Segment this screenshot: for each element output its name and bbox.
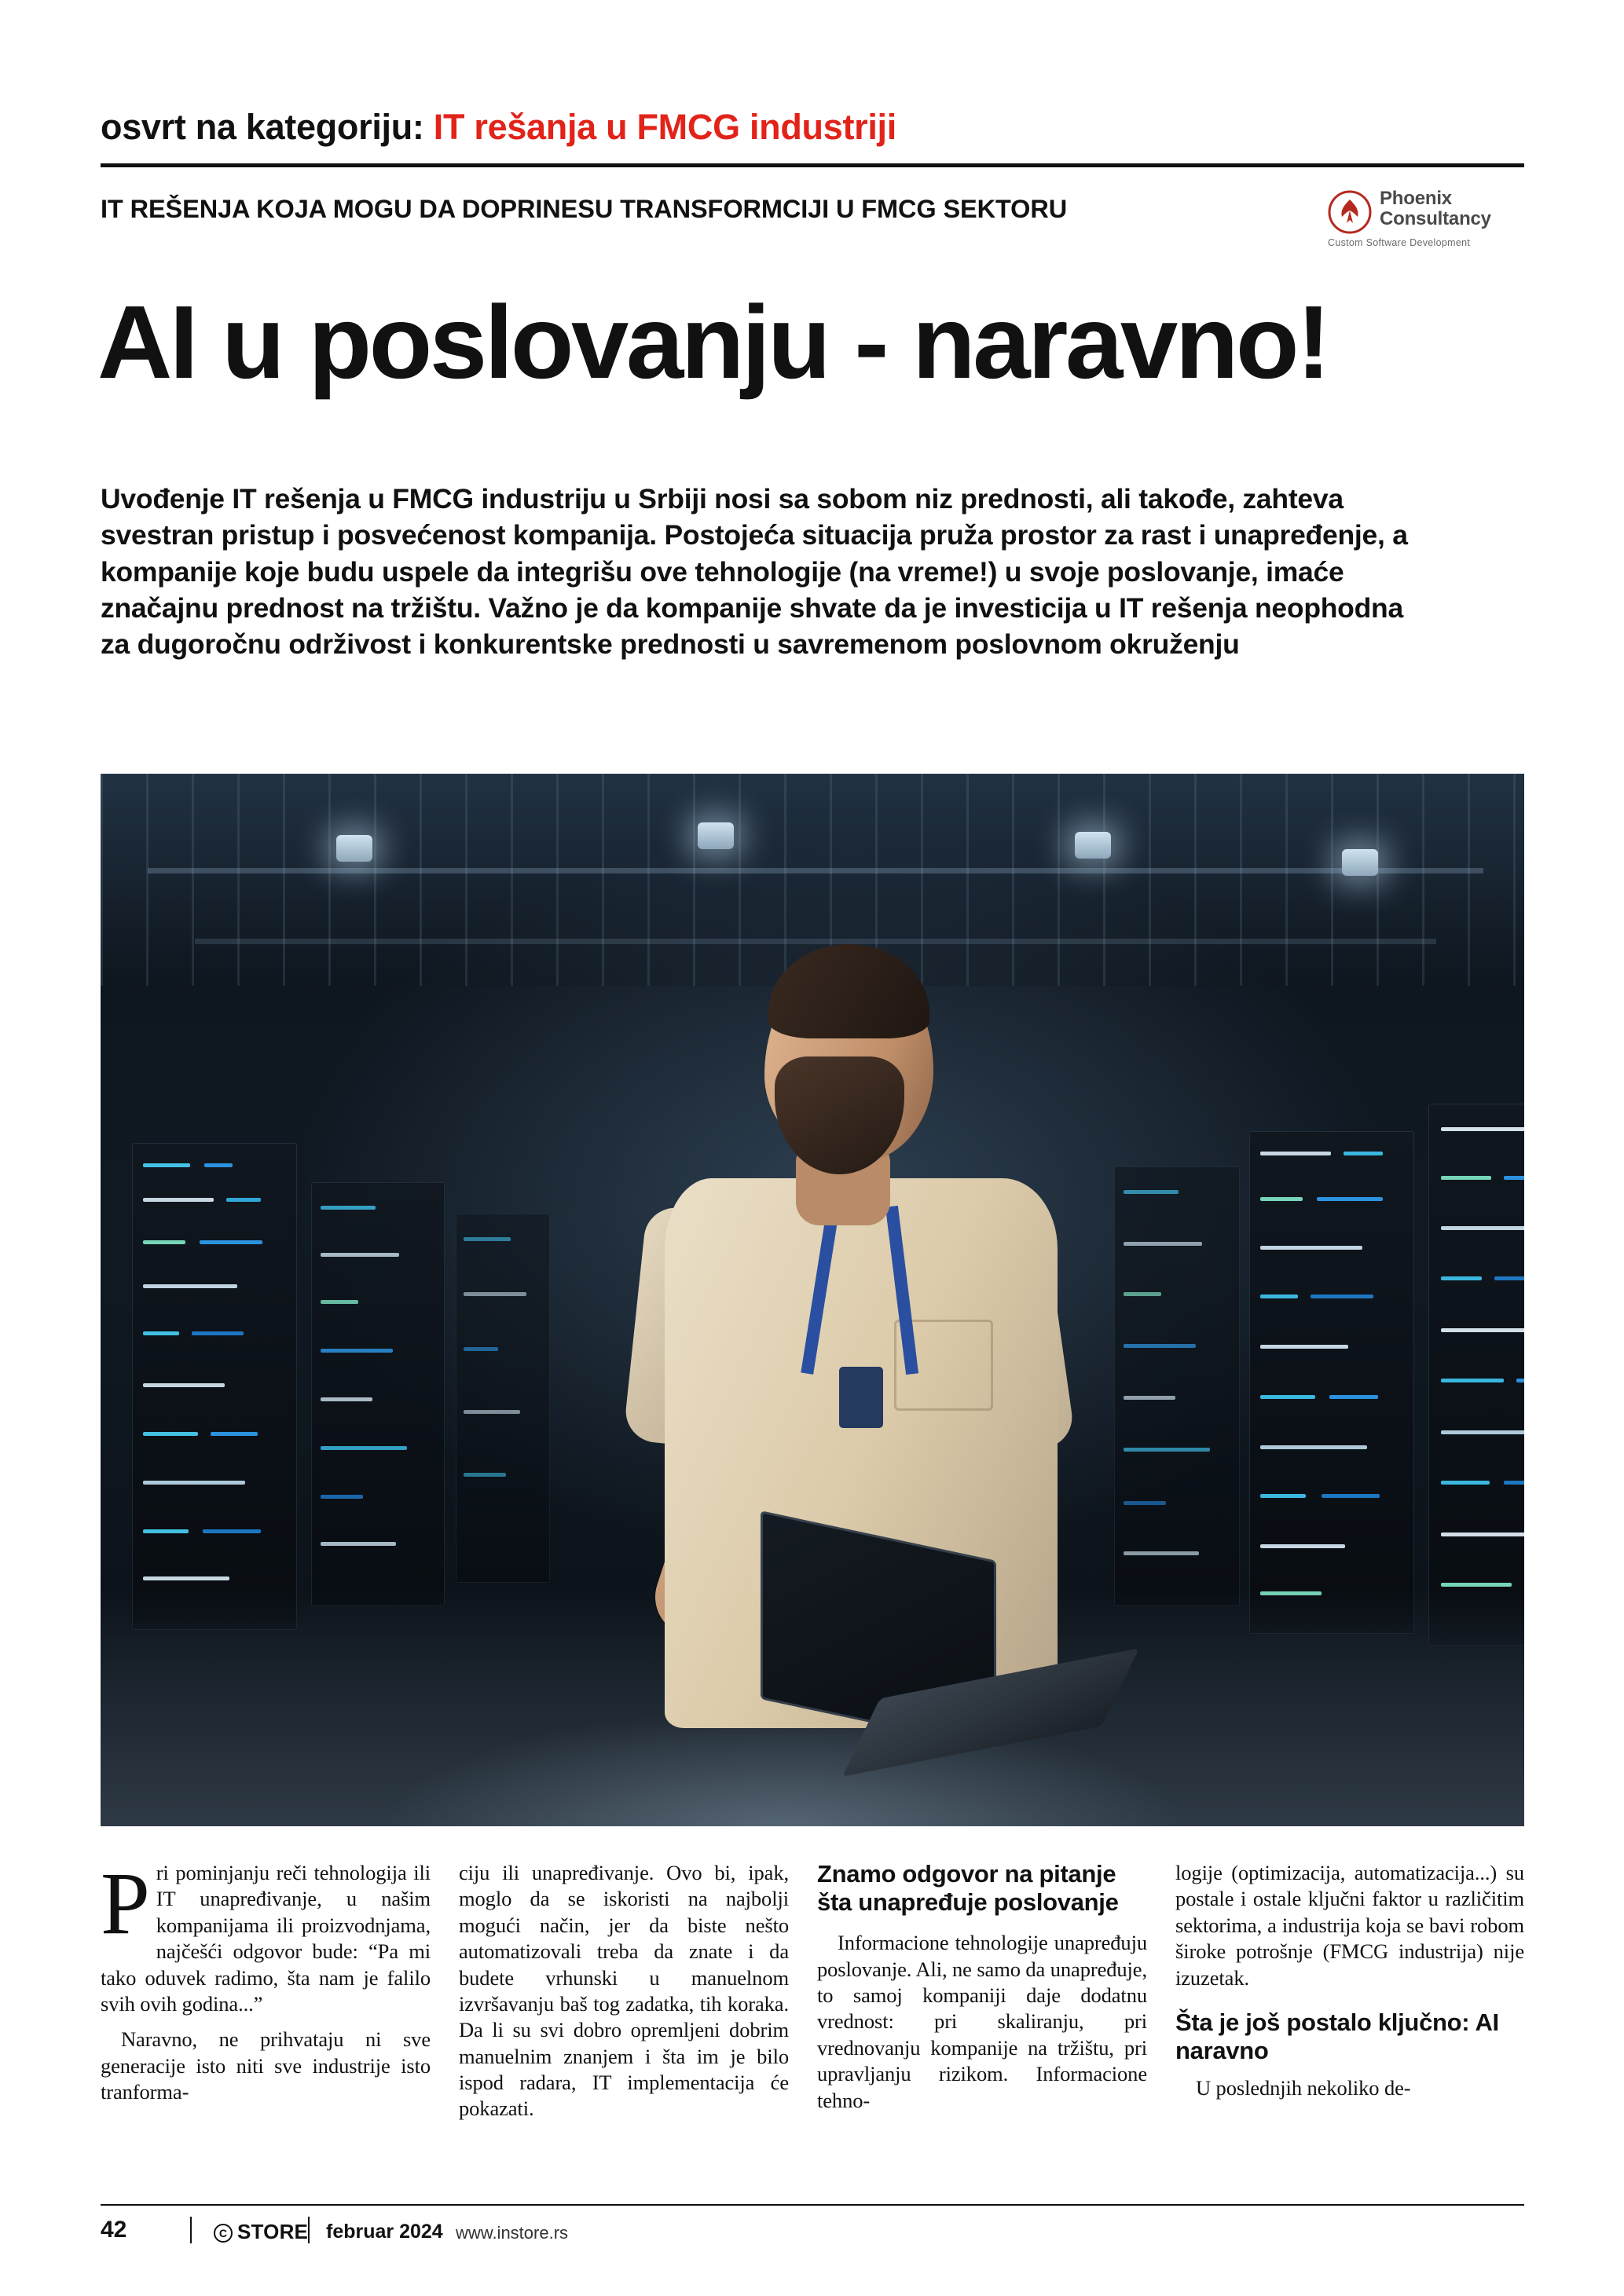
photo-server-rack (311, 1182, 445, 1606)
header-divider (101, 163, 1524, 167)
footer-url: www.instore.rs (456, 2223, 569, 2243)
page-title: AI u poslovanju - naravno! (97, 284, 1329, 400)
article-body (101, 1855, 1524, 2182)
photo-person-hair (768, 944, 929, 1038)
sponsor-logo (1328, 187, 1524, 258)
photo-lamp (1342, 849, 1378, 876)
phoenix-bird-icon (1328, 190, 1372, 234)
photo-person-badge (839, 1367, 883, 1428)
section-heading: Znamo odgovor na pitanje šta unapređuje poslovanje (817, 1860, 1119, 1916)
photo-server-rack (1249, 1131, 1414, 1634)
footer-date: februar 2024 (326, 2221, 443, 2243)
page-number: 42 (101, 2217, 127, 2243)
section-heading: Šta je još postalo ključno: AI naravno (1175, 2008, 1499, 2064)
logo-name-line2: Consultancy (1380, 207, 1491, 229)
body-paragraph: Informacione tehnologije unapređuju poslovanje. Ali, ne samo da unapređuje, to samoj kompaniji daje dodatnu vrednost: pri skaliranju, pri vrednovanju kompanije na tržištu, pri upravljanju rizikom. Informacione tehno- (817, 1931, 1147, 2112)
body-paragraph: Pri pominjanju reči tehnologija ili IT unapređivanje, u našim kompanijama ili proizvodnjama, najčešći odgovor bude: “Pa mi tako oduvek radimo, šta nam je falilo svih ovih godina...” (101, 1855, 431, 2016)
kicker-row (101, 108, 1524, 145)
photo-lamp (336, 835, 372, 862)
footer-brand (214, 2220, 308, 2244)
photo-laptop (743, 1536, 1081, 1771)
kicker (101, 108, 1524, 145)
footer-separator (190, 2217, 192, 2243)
photo-beam (148, 868, 1483, 873)
logo-name-line1: Phoenix (1380, 188, 1452, 209)
copyright-icon: C (214, 2224, 233, 2243)
photo-lamp (698, 822, 734, 849)
photo-lamp (1075, 832, 1111, 859)
photo-server-rack (1428, 1104, 1524, 1646)
photo-server-rack (132, 1143, 297, 1630)
body-column-2 (459, 1860, 789, 2122)
logo-tagline: Custom Software Development (1328, 237, 1471, 248)
body-paragraph: Naravno, ne prihvataju ni sve generacije isto niti sve industrije isto tranforma- (101, 2027, 431, 2104)
article-photo (101, 774, 1524, 1826)
body-paragraph: U poslednjih nekoliko de- (1196, 2076, 1411, 2100)
photo-server-rack (456, 1214, 550, 1583)
body-column-3 (817, 1860, 1147, 2114)
body-paragraph: logije (optimizacija, automatizacija...) su postale i ostale ključni faktor u različitim sektorima, a industrija koja se bavi robom široke potrošnje (FMCG industrija) nije izuzetak. (1175, 1861, 1524, 1990)
photo-person (603, 911, 1122, 1826)
logo-wordmark (1380, 189, 1491, 229)
lead-paragraph: Uvođenje IT rešenja u FMCG industriju u Srbiji nosi sa sobom niz prednosti, ali takođe, zahteva svestran pristup i posvećenost kompanija. Postojeća situacija pruža prostor za rast i unapređenje, a kompanije koje budu uspele da integrišu ove tehnologije (na vreme!) u svoje poslovanje, imaće značajnu prednost na tržištu. Važno je da kompanije shvate da je investicija u IT rešenja neophodna za dugoročnu održivost i konkurentske prednosti u savremenom poslovnom okruženju (101, 483, 1408, 661)
kicker-black-text: osvrt na kategoriju: (101, 107, 424, 147)
footer-brand-label: STORE (237, 2220, 309, 2243)
kicker-red-text: IT rešanja u FMCG industriji (433, 107, 896, 147)
footer-divider (101, 2204, 1524, 2206)
photo-server-rack (1114, 1166, 1240, 1606)
subheader-line: IT REŠENJA KOJA MOGU DA DOPRINESU TRANSFORMCIJI U FMCG SEKTORU (101, 195, 1068, 223)
body-column-1 (101, 1855, 431, 2105)
footer-separator (308, 2217, 310, 2243)
body-column-4 (1175, 1860, 1524, 2102)
body-paragraph: ciju ili unapređivanje. Ovo bi, ipak, moglo da se iskoristi na najbolji mogući način, jer da biste nešto automatizovali treba da znate i da budete vrhunski u manuelnom izvršavanju baš tog zadatka, tih koraka. Da li su svi dobro opremljeni dobrim manuelnim znanjem i šta im je bilo ispod radara, IT implementacija će pokazati. (459, 1861, 789, 2121)
